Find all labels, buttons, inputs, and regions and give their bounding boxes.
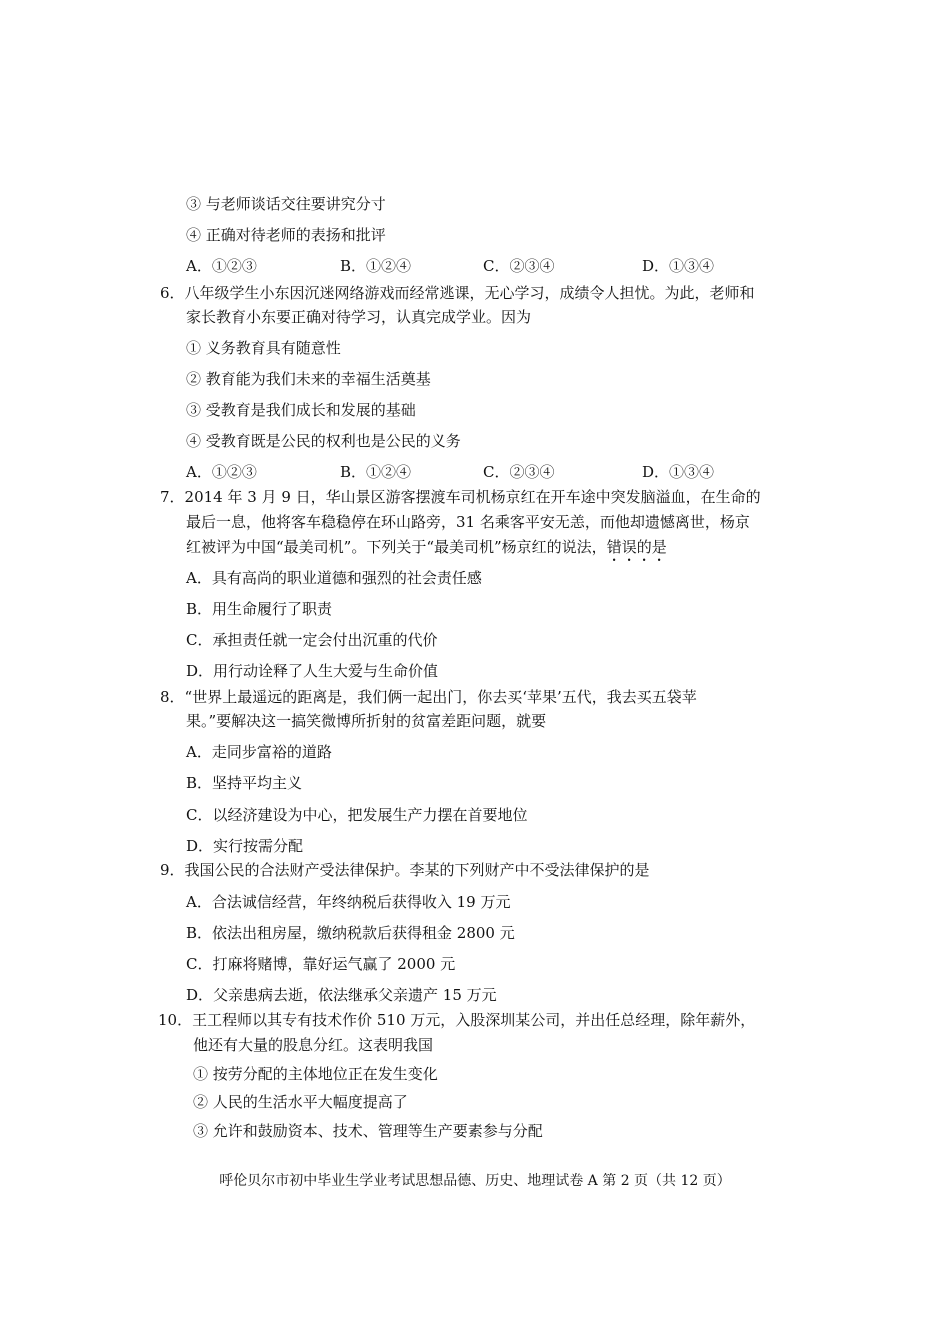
q9-option-b: B．依法出租房屋，缴纳税款后获得租金 2800 元: [186, 924, 515, 942]
q10-stem-line1: 10．王工程师以其专有技术作价 510 万元，入股深圳某公司，并出任总经理，除年薪外，: [158, 1011, 756, 1029]
q10-item-2: ② 人民的生活水平大幅度提高了: [193, 1093, 408, 1111]
q5-option-c: C．②③④: [483, 257, 555, 275]
q8-stem-line1: 8．“世界上最遥远的距离是，我们俩一起出门，你去买‘苹果’五代，我去买五袋苹: [160, 688, 697, 706]
q6-item-4: ④ 受教育既是公民的权利也是公民的义务: [186, 432, 461, 450]
q5-item-4: ④ 正确对待老师的表扬和批评: [186, 226, 386, 244]
q6-item-2: ② 教育能为我们未来的幸福生活奠基: [186, 370, 431, 388]
q10-stem-line2: 他还有大量的股息分红。这表明我国: [193, 1036, 434, 1054]
q8-stem-line2: 果。”要解决这一搞笑微博所折射的贫富差距问题，就要: [186, 712, 547, 730]
q7-emphasis-text: 错误的是: [606, 538, 667, 556]
q5-option-d: D．①③④: [642, 257, 715, 275]
q10-item-3: ③ 允许和鼓励资本、技术、管理等生产要素参与分配: [193, 1122, 543, 1140]
q9-stem: 9．我国公民的合法财产受法律保护。李某的下列财产中不受法律保护的是: [160, 861, 650, 879]
q7-option-b: B．用生命履行了职责: [186, 600, 333, 618]
q5-options: [186, 256, 786, 276]
q9-option-c: C．打麻将赌博，靠好运气赢了 2000 元: [186, 955, 456, 973]
page-footer: 呼伦贝尔市初中毕业生学业考试思想品德、历史、地理试卷 A 第 2 页（共 12 页）: [219, 1173, 731, 1189]
q7-stem-line3-text: 红被评为中国“最美司机”。下列关于“最美司机”杨京红的说法，: [186, 538, 607, 556]
q10-item-1: ① 按劳分配的主体地位正在发生变化: [193, 1065, 438, 1083]
q8-option-c: C．以经济建设为中心，把发展生产力摆在首要地位: [186, 806, 528, 824]
q6-stem-line1: 6．八年级学生小东因沉迷网络游戏而经常逃课，无心学习，成绩令人担忧。为此，老师和: [160, 284, 755, 302]
q9-option-d: D．父亲患病去逝，依法继承父亲遗产 15 万元: [186, 986, 497, 1004]
q6-item-1: ① 义务教育具有随意性: [186, 339, 341, 357]
q7-option-c: C．承担责任就一定会付出沉重的代价: [186, 631, 438, 649]
q7-option-a: A．具有高尚的职业道德和强烈的社会责任感: [186, 569, 482, 587]
q8-option-a: A．走同步富裕的道路: [186, 743, 332, 761]
q6-option-c: C．②③④: [483, 463, 555, 481]
q7-stem-line2: 最后一息，他将客车稳稳停在环山路旁，31 名乘客平安无恙，而他却遗憾离世，杨京: [186, 513, 750, 531]
q5-item-3: ③ 与老师谈话交往要讲究分寸: [186, 195, 386, 213]
q7-stem-line1: 7．2014 年 3 月 9 日，华山景区游客摆渡车司机杨京红在开车途中突发脑溢血，在生命的: [160, 488, 761, 506]
q7-stem-line3: [186, 537, 667, 565]
q7-option-d: D．用行动诠释了人生大爱与生命价值: [186, 662, 439, 680]
q6-option-d: D．①③④: [642, 463, 715, 481]
q6-option-a: A．①②③: [186, 463, 257, 481]
q6-option-b: B．①②④: [340, 463, 412, 481]
q6-item-3: ③ 受教育是我们成长和发展的基础: [186, 401, 416, 419]
q5-option-a: A．①②③: [186, 257, 257, 275]
q6-stem-line2: 家长教育小东要正确对待学习，认真完成学业。因为: [186, 308, 532, 326]
q8-option-d: D．实行按需分配: [186, 837, 304, 855]
q8-option-b: B．坚持平均主义: [186, 774, 303, 792]
q6-options: [186, 462, 786, 482]
q5-option-b: B．①②④: [340, 257, 412, 275]
q9-option-a: A．合法诚信经营，年终纳税后获得收入 19 万元: [186, 893, 511, 911]
